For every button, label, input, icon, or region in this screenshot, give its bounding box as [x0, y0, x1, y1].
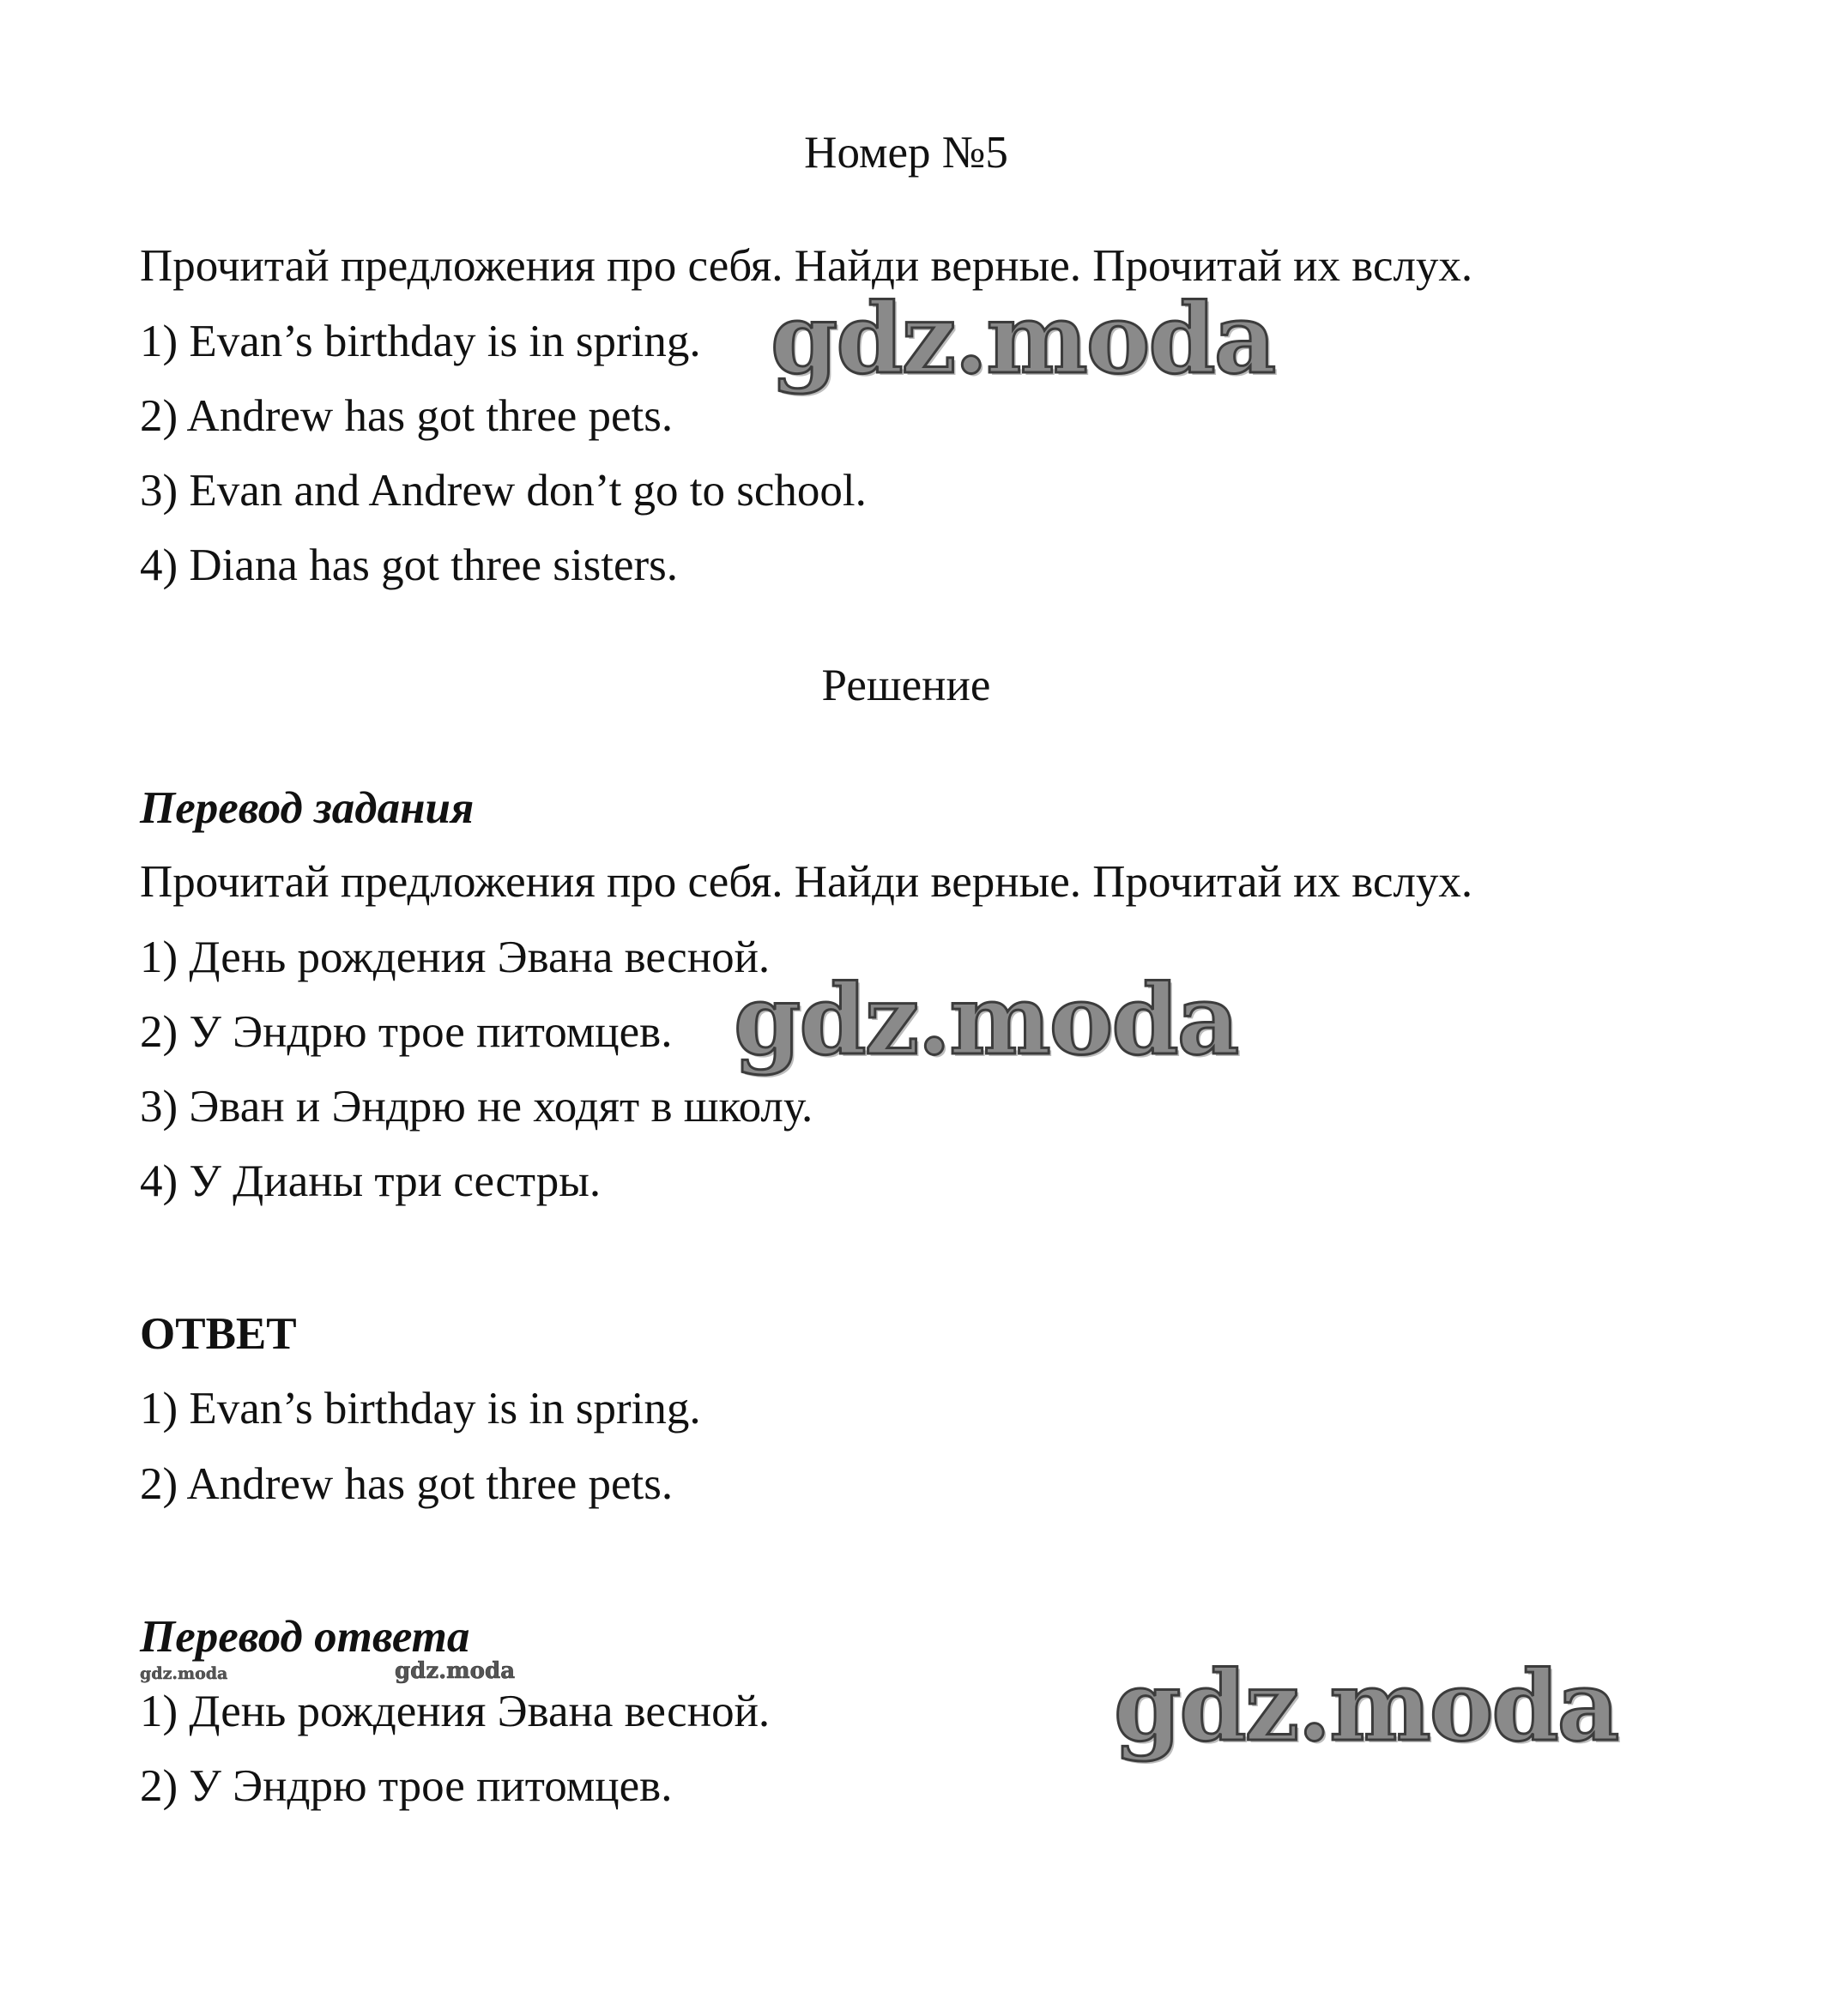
watermark-tiny: gdz.moda [140, 1664, 228, 1683]
watermark: gdz.moda [734, 964, 1238, 1077]
translation-item-3: 3) Эван и Эндрю не ходят в школу. [140, 1082, 813, 1132]
watermark: gdz.moda [771, 283, 1275, 395]
translation-instruction: Прочитай предложения про себя. Найди верные. Прочитай их вслух. [140, 857, 1473, 907]
task-item-1: 1) Evan’s birthday is in spring. [140, 317, 701, 366]
translation-item-1: 1) День рождения Эвана весной. [140, 933, 771, 982]
task-item-4: 4) Diana has got three sisters. [140, 540, 678, 590]
solution-heading: Решение [821, 661, 991, 710]
answer-heading: ОТВЕТ [140, 1309, 297, 1359]
watermark-small: gdz.moda [395, 1658, 516, 1684]
translation-item-4: 4) У Дианы три сестры. [140, 1156, 602, 1206]
translation-heading: Перевод задания [140, 783, 475, 833]
watermark: gdz.moda [1114, 1651, 1618, 1763]
page-title: Номер №5 [804, 128, 1008, 178]
translation-item-2: 2) У Эндрю трое питомцев. [140, 1007, 673, 1057]
answer-item-1: 1) Evan’s birthday is in spring. [140, 1384, 701, 1434]
task-item-3: 3) Evan and Andrew don’t go to school. [140, 466, 867, 516]
answer-translation-item-2: 2) У Эндрю трое питомцев. [140, 1761, 673, 1811]
answer-translation-item-1: 1) День рождения Эвана весной. [140, 1687, 771, 1736]
answer-item-2: 2) Andrew has got three pets. [140, 1459, 674, 1509]
task-instruction: Прочитай предложения про себя. Найди верные. Прочитай их вслух. [140, 241, 1473, 291]
task-item-2: 2) Andrew has got three pets. [140, 391, 674, 441]
answer-translation-heading: Перевод ответа [140, 1612, 470, 1662]
